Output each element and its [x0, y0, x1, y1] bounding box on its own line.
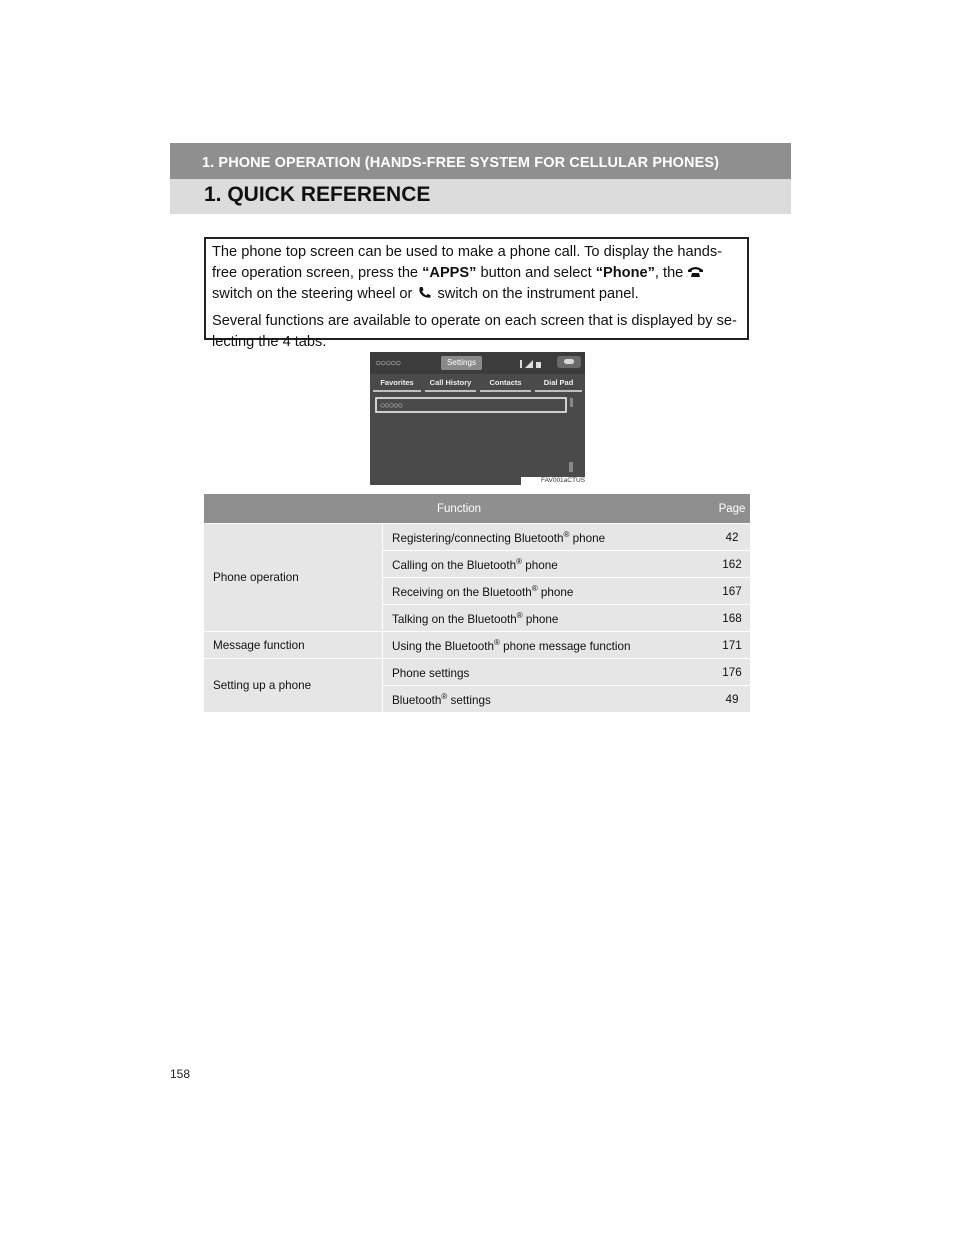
screen-tabs [373, 376, 582, 392]
phone-label: “Phone” [595, 265, 655, 281]
intro-text: switch on the steering wheel or [212, 286, 417, 302]
function-name: Setting up a phone [204, 659, 383, 713]
desc-text: Using the Bluetooth [392, 639, 495, 653]
desc-text: Bluetooth [392, 693, 442, 707]
function-header: Function [204, 494, 714, 524]
registered-mark: ® [494, 637, 500, 647]
table-row [204, 659, 750, 686]
page-number: 158 [170, 1067, 191, 1081]
desc-text: Talking on the Bluetooth [392, 612, 517, 626]
registered-mark: ® [441, 691, 448, 701]
screen-device-name: ○○○○○ [375, 358, 401, 369]
image-code: FAV001aCTUS [521, 477, 585, 485]
favorite-entry: ○○○○○ [375, 397, 567, 413]
page-ref: 176 [714, 659, 750, 686]
tab-call-history: Call History [425, 376, 476, 392]
desc-text: Registering/connecting Bluetooth [392, 531, 564, 545]
page-ref: 171 [714, 632, 750, 659]
settings-button: Settings [441, 356, 482, 370]
title-bar [170, 179, 791, 214]
registered-mark: ® [531, 583, 538, 593]
desc-text: Receiving on the Bluetooth [392, 585, 532, 599]
phone-screen-image [370, 352, 585, 485]
intro-text: button and select [476, 265, 596, 281]
page-ref: 49 [714, 686, 750, 713]
tab-favorites: Favorites [373, 376, 421, 392]
page-title: 1. QUICK REFERENCE [204, 183, 431, 206]
section-title: 1. PHONE OPERATION (HANDS-FREE SYSTEM FOR CELLULAR PHONES) [202, 155, 720, 171]
page-ref: 162 [714, 551, 750, 578]
row-description [383, 632, 715, 659]
handset-icon [564, 359, 574, 364]
section-header [170, 143, 791, 179]
table-row [204, 524, 750, 551]
apps-label: “APPS” [422, 265, 477, 281]
intro-text: The phone top screen can be used to make a phone call. To display the hands-free operation screen, press the [212, 244, 723, 281]
intro-paragraph-2: Several functions are available to operate on each screen that is displayed by se-lecting the 4 tabs. [212, 313, 737, 350]
row-description [383, 524, 715, 551]
registered-mark: ® [516, 556, 523, 566]
row-description [383, 686, 715, 713]
scrollbar-down [569, 462, 573, 472]
intro-paragraph-1 [212, 242, 741, 305]
desc-text: phone message function [499, 639, 631, 653]
phone-button [557, 356, 581, 368]
intro-text: , the [654, 265, 688, 281]
row-description [383, 605, 715, 632]
screen-top-bar [370, 352, 585, 374]
desc-text: Calling on the Bluetooth [392, 558, 517, 572]
page-ref: 42 [714, 524, 750, 551]
table-header-row [204, 494, 750, 524]
intro-box [204, 237, 749, 350]
page-header: Page [714, 494, 750, 524]
desc-text: phone [537, 585, 574, 599]
row-description [383, 578, 715, 605]
phone-handset-icon [687, 265, 704, 278]
reference-table [204, 494, 750, 712]
desc-text: Phone settings [392, 666, 470, 680]
intro-text: switch on the instrument panel. [433, 286, 639, 302]
page-ref: 167 [714, 578, 750, 605]
registered-mark: ® [516, 610, 523, 620]
table-row [204, 632, 750, 659]
page-ref: 168 [714, 605, 750, 632]
function-name: Phone operation [204, 524, 383, 632]
phone-call-icon [416, 286, 433, 299]
desc-text: phone [522, 558, 558, 572]
row-description [383, 551, 715, 578]
desc-text: settings [447, 693, 491, 707]
registered-mark: ® [563, 529, 570, 539]
signal-strength-icon [520, 358, 542, 368]
row-description [383, 659, 715, 686]
tab-dial-pad: Dial Pad [535, 376, 582, 392]
desc-text: phone [522, 612, 559, 626]
scrollbar-up [570, 398, 573, 407]
tab-contacts: Contacts [480, 376, 531, 392]
desc-text: phone [569, 531, 606, 545]
function-name: Message function [204, 632, 383, 659]
